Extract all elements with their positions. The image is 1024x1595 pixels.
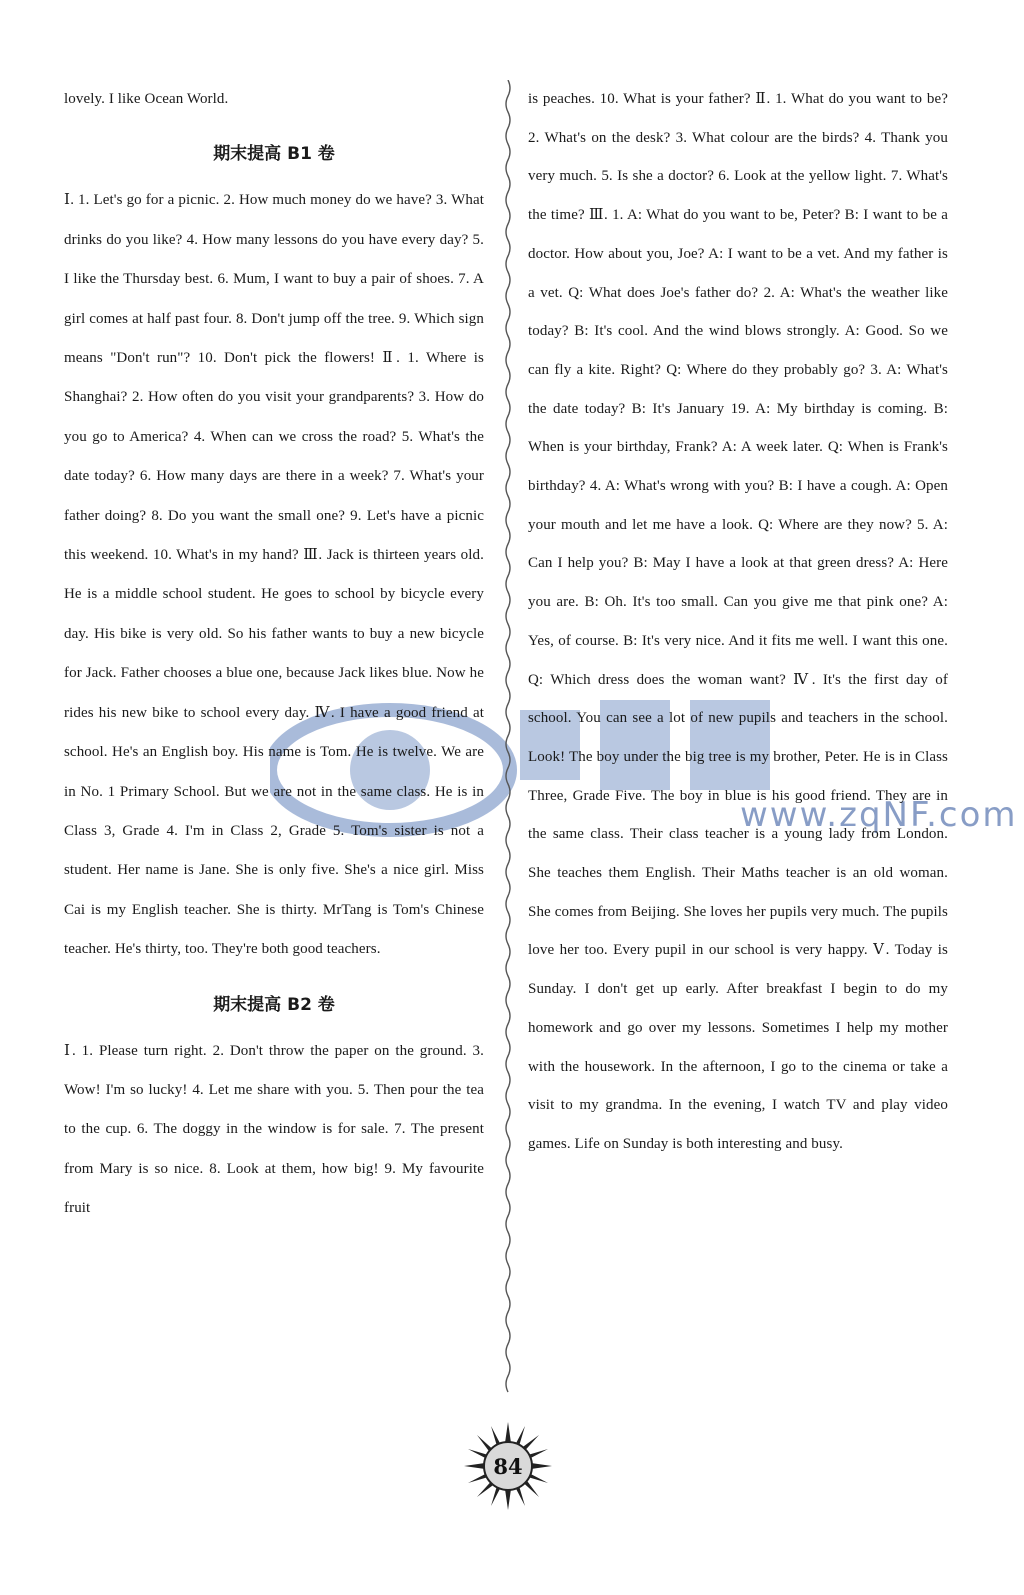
- b2-answer-text: Ⅰ. 1. Please turn right. 2. Don't throw the paper on the ground. 3. Wow! I'm so lucky! 4. Let me share with you. 5. Then pour the tea to the cup. 6. The doggy in the window is for sale. 7. The present from Mary is so nice. 8. Look at them, how big! 9. My favourite fruit: [64, 1042, 484, 1217]
- section-heading-b2: 期末提高 B2 卷: [213, 994, 335, 1015]
- right-answer-text: is peaches. 10. What is your father? Ⅱ. 1. What do you want to be? 2. What's on the desk? 3. What colour are the birds? 4. Thank you very much. 5. Is she a doctor? 6. Look at the yellow light. 7. What's the time? Ⅲ. 1. A: What do you want to be, Peter? B: I want to be a doctor. How about you, Joe? A: I want to be a vet. And my father is a vet. Q: What does Joe's father do? 2. A: What's the weather like today? B: It's cool. And the wind blows strongly. A: Good. So we can fly a kite. Right? Q: Where do they probably go? 3. A: What's the date today? B: It's January 19. A: My birthday is coming. B: When is your birthday, Frank? A: A week later. Q: When is Frank's birthday? 4. A: What's wrong with you? B: I have a cough. A: Open your mouth and let me have a look. Q: Where are they now? 5. A: Can I help you? B: May I have a look at that green dress? A: Here you are. B: Oh. It's too small. Can you give me that pink one? A: Yes, of course. B: It's very nice. And it fits me well. I want this one. Q: Which dress does the woman want? Ⅳ. It's the first day of school. You can see a lot of new pupils and teachers in the school. Look! The boy under the big tree is my brother, Peter. He is in Class Three, Grade Five. The boy in blue is his good friend. They are in the same class. Their class teacher is a young lady from London. She teaches them English. Their Maths teacher is an old woman. She comes from Beijing. She loves her pupils very much. The pupils love her too. Every pupil in our school is very happy. Ⅴ. Today is Sunday. I don't get up early. After breakfast I begin to do my homework and go over my lessons. Sometimes I help my mother with the housework. In the afternoon, I go to the cinema or take a visit to my grandma. In the evening, I watch TV and play video games. Life on Sunday is both interesting and busy.: [528, 91, 948, 1152]
- page-number-badge: [462, 1420, 554, 1512]
- watermark-url: www.zqNF.com: [740, 795, 1018, 835]
- b1-answer-text: Ⅰ. 1. Let's go for a picnic. 2. How much money do we have? 3. What drinks do you like? 4. How many lessons do you have every day? 5. I like the Thursday best. 6. Mum, I want to buy a pair of shoes. 7. A girl comes at half past four. 8. Don't jump off the tree. 9. Which sign means "Don't run"? 10. Don't pick the flowers! Ⅱ. 1. Where is Shanghai? 2. How often do you visit your grandparents? 3. How do you go to America? 4. When can we cross the road? 5. What's the date today? 6. How many days are there in a week? 7. What's your father doing? 8. Do you want the small one? 9. Let's have a picnic this weekend. 10. What's in my hand? Ⅲ. Jack is thirteen years old. He is a middle school student. He goes to school by bicycle every day. His bike is very old. So his father wants to buy a new bicycle for Jack. Father chooses a blue one, because Jack likes blue. Now he rides his new bike to school every day. Ⅳ. I have a good friend at school. He's an English boy. His name is Tom. He is twelve. We are in No. 1 Primary School. But we are not in the same class. He is in Class 3, Grade 4. I'm in Class 2, Grade 5. Tom's sister is not a student. Her name is Jane. She is only five. She's a nice girl. Miss Cai is my English teacher. She is thirty. MrTang is Tom's Chinese teacher. He's thirty, too. They're both good teachers.: [64, 192, 484, 958]
- section-heading-b1: 期末提高 B1 卷: [213, 144, 335, 165]
- column-divider: [503, 80, 513, 1400]
- left-top-line: lovely. I like Ocean World.: [64, 91, 229, 107]
- right-column: [528, 80, 948, 1164]
- page-number: 84: [493, 1453, 523, 1479]
- left-column: [64, 80, 484, 1229]
